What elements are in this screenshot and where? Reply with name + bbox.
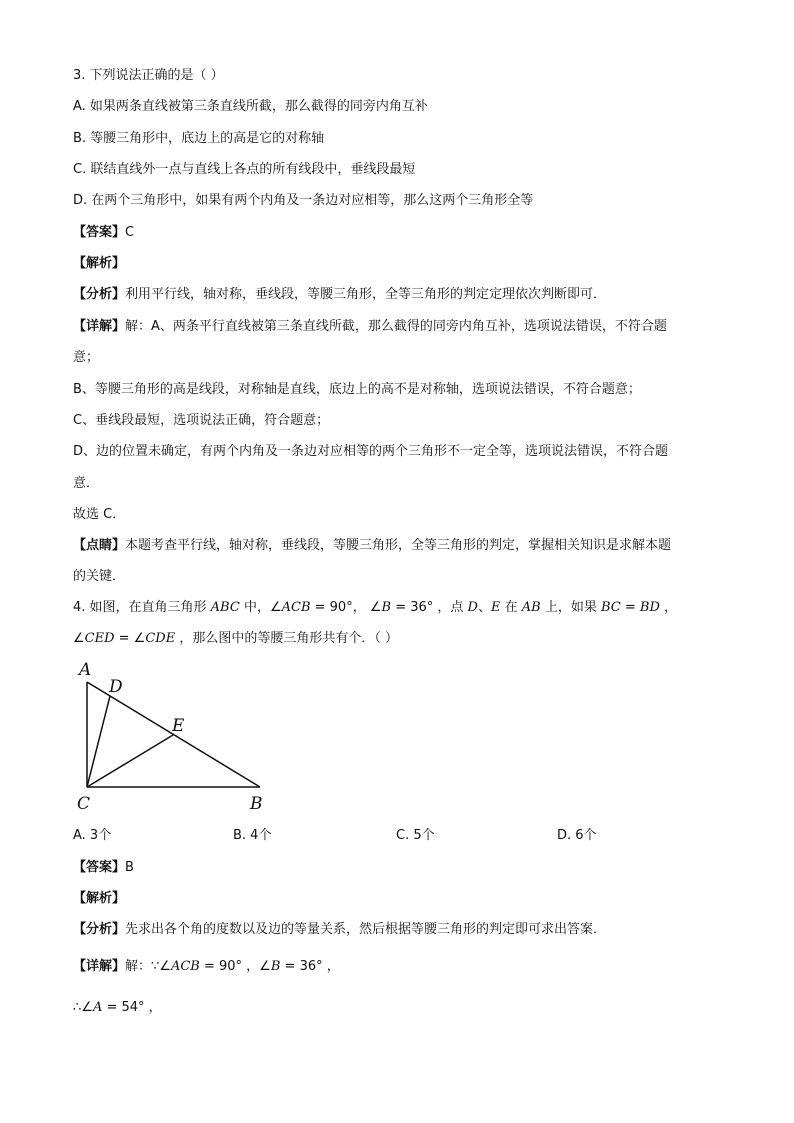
q3-detail-line-4: D、边的位置未确定，有两个内角及一条边对应相等的两个三角形不一定全等，选项说法错误，不符合题	[73, 444, 669, 459]
q4-stem-text: ，那么图中的等腰三角形共有个．（ ）	[175, 631, 398, 646]
q3-answer-line	[73, 224, 134, 242]
q3-stem: 3. 下列说法正确的是（ ）	[73, 68, 224, 83]
label-d: D	[109, 677, 123, 697]
q4-stem-text: 、	[477, 600, 491, 615]
q3-detail-line-3: C、垂线段最短，选项说法正确，符合题意；	[73, 413, 330, 428]
q3-fenxi: 利用平行线，轴对称，垂线段，等腰三角形，全等三角形的判定定理依次判断即可．	[125, 287, 607, 302]
q4-stem-text: 在	[500, 600, 522, 615]
q3-dianjing-tag: 【点睛】	[73, 538, 126, 553]
q4-option-c: C. 5个	[396, 828, 435, 843]
q3-detail-1: 解：A、两条平行直线被第三条直线所截，那么截得的同旁内角互补，选项说法错误，不符合题	[125, 319, 667, 334]
q3-answer: C	[125, 225, 135, 240]
segment-ce	[87, 735, 173, 787]
q4-math: B	[270, 959, 281, 974]
q4-stem-text: = 36° ，点	[391, 600, 468, 615]
q3-detail-line-1b: 意；	[73, 350, 100, 365]
q4-stem-text: ，	[659, 600, 678, 615]
q4-detail-text: = 36° ，	[280, 959, 340, 974]
q4-stem-text: 4. 如图，在直角三角形	[73, 600, 211, 615]
q3-detail-line-2: B、等腰三角形的高是线段，对称轴是直线，底边上的高不是对称轴，选项说法错误，不符合题意；	[73, 382, 641, 397]
q4-math: B	[381, 600, 392, 615]
q3-analysis-label: 【解析】	[73, 256, 126, 271]
q4-detail-text: ∴∠	[73, 1000, 93, 1015]
q4-math: CDE	[145, 631, 176, 646]
q4-detail-text: 解：∵∠	[125, 959, 171, 974]
q4-analysis-tag	[73, 890, 125, 908]
q4-stem-text: 中，∠	[239, 600, 282, 615]
q4-math: ACB	[170, 959, 200, 974]
q4-math: CED	[84, 631, 115, 646]
q4-math: ACB	[281, 600, 311, 615]
q3-detail-line-4b: 意．	[73, 476, 100, 491]
label-b: B	[250, 794, 263, 814]
q4-detail-line-2	[73, 999, 162, 1017]
q4-stem-text: =	[620, 600, 640, 615]
q4-stem-text: 上，如果	[540, 600, 601, 615]
q4-math: BD	[639, 600, 660, 615]
q4-detail-line-1	[73, 958, 340, 976]
q3-choose: 故选 C．	[73, 507, 126, 522]
q3-option-a: A. 如果两条直线被第三条直线所截，那么截得的同旁内角互补	[73, 99, 428, 114]
segment-cd	[87, 696, 110, 787]
q4-math: BC	[600, 600, 621, 615]
q4-option-a: A. 3个	[73, 828, 112, 843]
q4-answer-line	[73, 859, 134, 877]
q3-dianjing: 本题考查平行线，轴对称，垂线段，等腰三角形，全等三角形的判定，掌握相关知识是求解本题	[125, 538, 672, 553]
q4-math: A	[92, 1000, 103, 1015]
q4-math: AB	[521, 600, 541, 615]
triangle-figure	[70, 655, 280, 815]
q4-math: D	[467, 600, 478, 615]
q4-analysis-label: 【解析】	[73, 891, 126, 906]
q3-option-b: B. 等腰三角形中，底边上的高是它的对称轴	[73, 131, 325, 146]
q4-detail-tag: 【详解】	[73, 959, 126, 974]
q4-fenxi-line	[73, 921, 606, 939]
q4-math: E	[490, 600, 501, 615]
q4-stem-text: = 90°， ∠	[310, 600, 382, 615]
q4-detail-text: = 90° ，∠	[199, 959, 271, 974]
q3-detail-line-1	[73, 318, 667, 336]
q4-detail-text: = 54° ，	[102, 1000, 162, 1015]
q3-dianjing-line-b: 的关键．	[73, 569, 126, 584]
label-a: A	[79, 660, 92, 680]
q4-answer-tag: 【答案】	[73, 860, 126, 875]
q4-stem-line-1	[73, 599, 677, 617]
q4-stem-line-2	[73, 630, 398, 648]
label-c: C	[77, 794, 91, 814]
q3-fenxi-tag: 【分析】	[73, 287, 126, 302]
q3-dianjing-line	[73, 537, 671, 555]
q3-answer-tag: 【答案】	[73, 225, 126, 240]
q4-fenxi: 先求出各个角的度数以及边的等量关系，然后根据等腰三角形的判定即可求出答案．	[125, 922, 607, 937]
q3-option-c: C. 联结直线外一点与直线上各点的所有线段中，垂线段最短	[73, 162, 416, 177]
q4-option-b: B. 4个	[233, 828, 272, 843]
label-e: E	[172, 716, 185, 736]
q4-math: ABC	[210, 600, 240, 615]
q4-option-d: D. 6个	[557, 828, 597, 843]
q3-option-d: D. 在两个三角形中，如果有两个内角及一条边对应相等，那么这两个三角形全等	[73, 193, 534, 208]
q3-fenxi-line	[73, 286, 606, 304]
q3-analysis-tag	[73, 255, 125, 273]
q4-stem-text: ∠	[73, 631, 85, 646]
q4-fenxi-tag: 【分析】	[73, 922, 126, 937]
q3-detail-tag: 【详解】	[73, 319, 126, 334]
q4-answer: B	[125, 860, 134, 875]
q4-stem-text: = ∠	[114, 631, 146, 646]
